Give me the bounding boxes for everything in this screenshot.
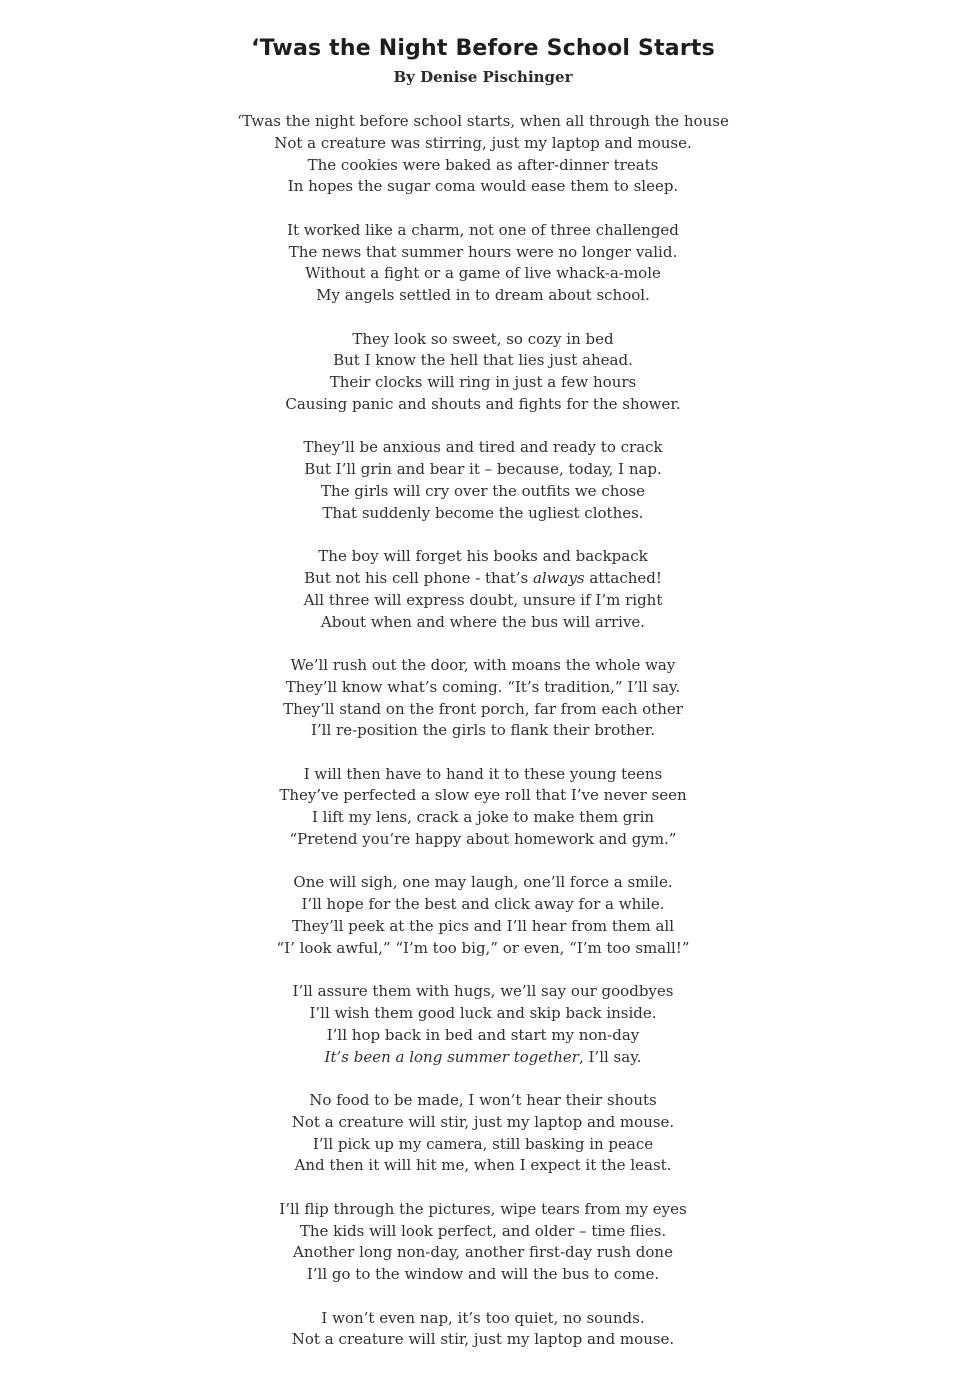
poem-line: Their clocks will ring in just a few hours [329,373,637,392]
poem-line-text: , I’ll say. [578,1047,642,1066]
poem-line: Not a creature will stir, just my laptop and mouse. [291,1330,675,1349]
poem-body [0,111,966,1373]
poem-line: But I know the hell that lies just ahead. [333,351,633,370]
poem-stanza [0,764,966,851]
poem-line: I’ll go to the window and will the bus to come. [306,1265,660,1284]
poem-line: But I’ll grin and bear it – because, today, I nap. [304,460,662,479]
poem-line: I won’t even nap, it’s too quiet, no sounds. [321,1308,645,1327]
poem-line [0,568,966,590]
poem-stanza [0,981,966,1068]
poem-line-text: attached! [584,568,662,587]
poem-title: ‘Twas the Night Before School Starts [251,36,715,61]
poem-line: “Pretend you’re happy about homework and gym.” [289,830,677,849]
poem-line: Not a creature was stirring, just my laptop and mouse. [274,133,692,152]
poem-line: In hopes the sugar coma would ease them to sleep. [287,177,679,196]
poem-line: All three will express doubt, unsure if I’m right [303,590,663,609]
poem-line: I’ll flip through the pictures, wipe tears from my eyes [279,1199,687,1218]
poem-line: I’ll assure them with hugs, we’ll say our goodbyes [292,982,674,1001]
poem-author: By Denise Pischinger [393,68,573,86]
poem-line: They’ll stand on the front porch, far from each other [283,699,683,718]
poem-line-italic: It’s been a long summer together [324,1047,579,1066]
poem-stanza [0,1090,966,1177]
poem-line: The news that summer hours were no longer valid. [288,242,678,261]
poem-line: No food to be made, I won’t hear their shouts [309,1091,657,1110]
poem-line: My angels settled in to dream about school. [316,286,650,305]
poem-line: One will sigh, one may laugh, one’ll force a smile. [293,873,673,892]
poem-line: ‘Twas the night before school starts, when all through the house [237,112,729,130]
poem-line: The kids will look perfect, and older – time flies. [299,1221,667,1240]
poem-line: They look so sweet, so cozy in bed [352,329,614,348]
poem-line-italic: always [532,568,585,587]
poem-stanza [0,111,966,198]
poem-stanza [0,329,966,416]
poem-line: They’ll know what’s coming. “It’s tradition,” I’ll say. [285,677,681,696]
poem-line: That suddenly become the ugliest clothes. [322,503,644,522]
poem-stanza [0,1308,966,1352]
poem-line: I will then have to hand it to these young teens [303,764,663,783]
poem-line: Not a creature will stir, just my laptop and mouse. [291,1112,675,1131]
poem-line: Another long non-day, another first-day rush done [293,1243,673,1262]
poem-line [0,1047,966,1069]
poem-stanza [0,220,966,307]
poem-stanza [0,546,966,633]
poem-line: They’ll peek at the pics and I’ll hear from them all [292,917,674,936]
poem-line: They’ve perfected a slow eye roll that I’ve never seen [279,786,687,805]
poem-line: I’ll hope for the best and click away for a while. [301,895,665,914]
poem-line: The cookies were baked as after-dinner treats [307,155,659,174]
poem-stanza [0,655,966,742]
poem-line: Causing panic and shouts and fights for the shower. [285,394,681,413]
poem-line: They’ll be anxious and tired and ready to crack [303,438,663,457]
poem-line: Without a fight or a game of live whack-a-mole [305,264,661,283]
poem-line: I’ll pick up my camera, still basking in peace [312,1134,654,1153]
poem-line: And then it will hit me, when I expect it the least. [294,1156,672,1175]
poem-line: It worked like a charm, not one of three challenged [287,220,679,239]
poem-line: About when and where the bus will arrive. [320,612,646,631]
poem-line: “I’ look awful,” “I’m too big,” or even, “I’m too small!” [276,938,690,957]
poem-line-text: But not his cell phone - that’s [304,568,533,587]
poem-line: The boy will forget his books and backpack [318,547,648,566]
poem-line: We’ll rush out the door, with moans the whole way [290,655,676,674]
poem-stanza [0,1199,966,1286]
poem-line: I lift my lens, crack a joke to make them grin [311,808,655,827]
poem-line: I’ll wish them good luck and skip back inside. [309,1004,657,1023]
poem-stanza [0,872,966,959]
poem-line: I’ll hop back in bed and start my non-day [326,1025,640,1044]
poem-line: The girls will cry over the outfits we chose [321,481,645,500]
poem-stanza [0,437,966,524]
poem-line: I’ll re-position the girls to flank their brother. [310,721,655,740]
